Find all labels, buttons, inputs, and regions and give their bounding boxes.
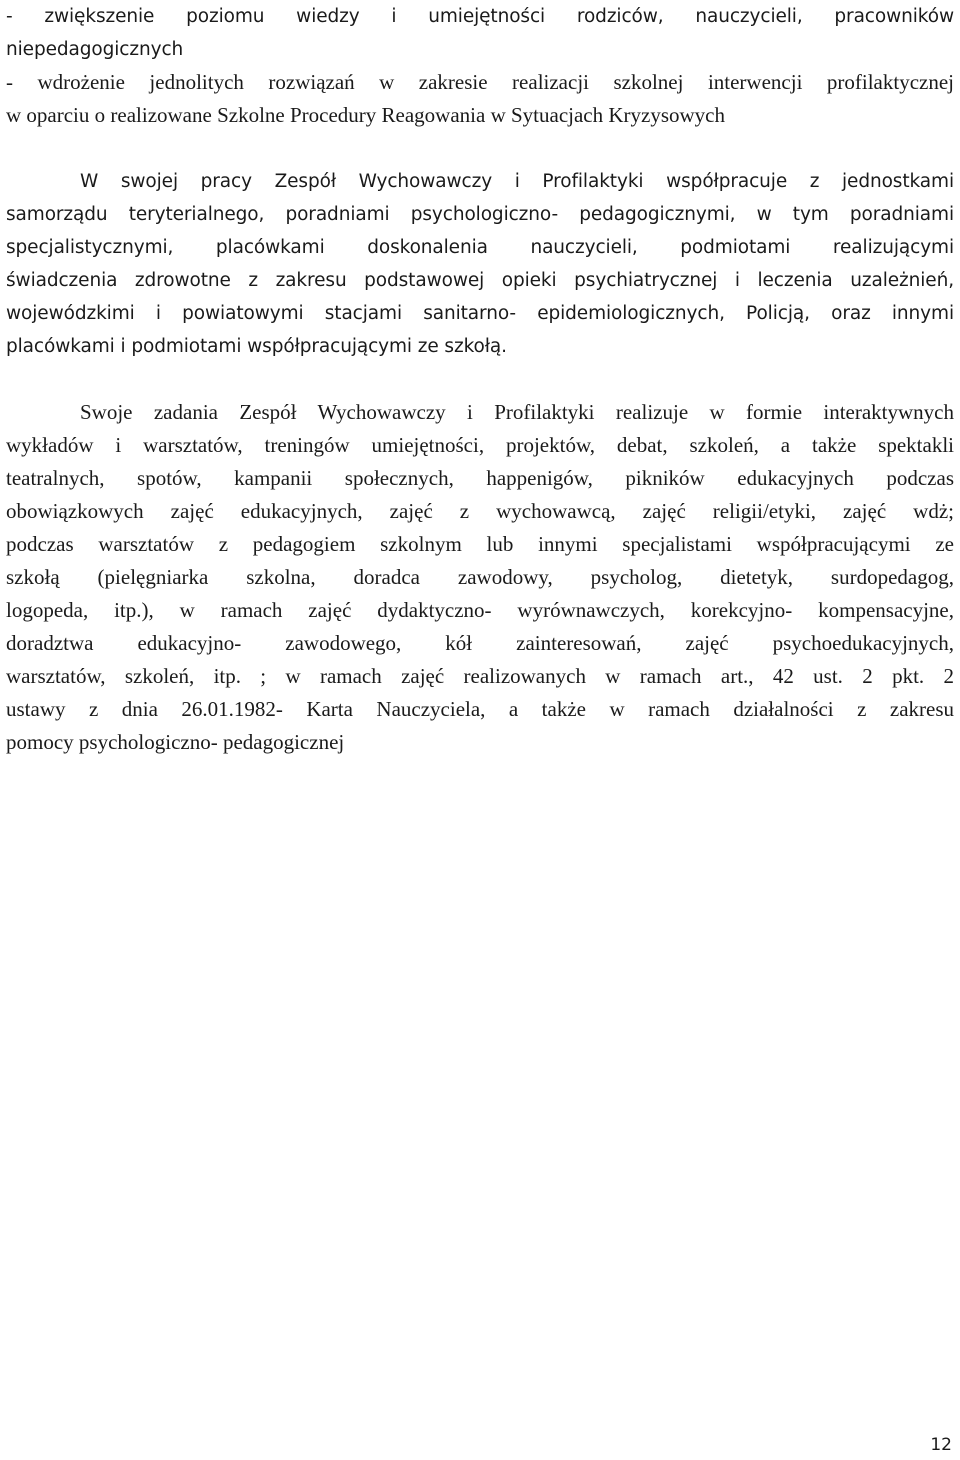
list-item-line: - wdrożenie jednolitych rozwiązań w zakresie realizacji szkolnej interwencji profilaktycznej (6, 70, 954, 94)
paragraph-line: podczas warsztatów z pedagogiem szkolnym lub innymi specjalistami współpracującymi ze (6, 532, 954, 556)
paragraph-line: wykładów i warsztatów, treningów umiejętności, projektów, debat, szkoleń, a także spektakli (6, 433, 954, 457)
paragraph-line: wojewódzkimi i powiatowymi stacjami sanitarno- epidemiologicznych, Policją, oraz innymi (6, 303, 954, 324)
paragraph-line: obowiązkowych zajęć edukacyjnych, zajęć z wychowawcą, zajęć religii/etyki, zajęć wdż; (6, 499, 954, 523)
paragraph-line: świadczenia zdrowotne z zakresu podstawowej opieki psychiatrycznej i leczenia uzależnień, (6, 270, 954, 291)
paragraph-spacer (6, 363, 954, 396)
paragraph-line: specjalistycznymi, placówkami doskonalenia nauczycieli, podmiotami realizującymi (6, 237, 954, 258)
paragraph-line: ustawy z dnia 26.01.1982- Karta Nauczyciela, a także w ramach działalności z zakresu (6, 697, 954, 721)
document-page (6, 0, 954, 759)
paragraph-line: logopeda, itp.), w ramach zajęć dydaktyczno- wyrównawczych, korekcyjno- kompensacyjne, (6, 598, 954, 622)
paragraph-line: W swojej pracy Zespół Wychowawczy i Profilaktyki współpracuje z jednostkami (80, 171, 954, 192)
paragraph-line: pomocy psychologiczno- pedagogicznej (6, 730, 345, 754)
paragraph-tasks (6, 396, 954, 759)
list-item-line: niepedagogicznych (6, 39, 184, 60)
paragraph-line: szkołą (pielęgniarka szkolna, doradca zawodowy, psycholog, dietetyk, surdopedagog, (6, 565, 954, 589)
page-number: 12 (930, 1435, 952, 1455)
list-item-line: w oparciu o realizowane Szkolne Procedury Reagowania w Sytuacjach Kryzysowych (6, 103, 726, 127)
paragraph-line: placówkami i podmiotami współpracującymi ze szkołą. (6, 336, 507, 357)
paragraph-spacer (6, 132, 954, 165)
paragraph-line: warsztatów, szkoleń, itp. ; w ramach zajęć realizowanych w ramach art., 42 ust. 2 pkt. 2 (6, 664, 954, 688)
paragraph-line: samorządu teryterialnego, poradniami psychologiczno- pedagogicznymi, w tym poradniami (6, 204, 954, 225)
list-item-line: - zwiększenie poziomu wiedzy i umiejętności rodziców, nauczycieli, pracowników (6, 6, 954, 27)
goals-list (6, 0, 954, 132)
paragraph-line: teatralnych, spotów, kampanii społecznych, happenigów, pikników edukacyjnych podczas (6, 466, 954, 490)
paragraph-cooperation (6, 165, 954, 363)
paragraph-line: doradztwa edukacyjno- zawodowego, kół zainteresowań, zajęć psychoedukacyjnych, (6, 631, 954, 655)
paragraph-line: Swoje zadania Zespół Wychowawczy i Profilaktyki realizuje w formie interaktywnych (80, 400, 954, 424)
